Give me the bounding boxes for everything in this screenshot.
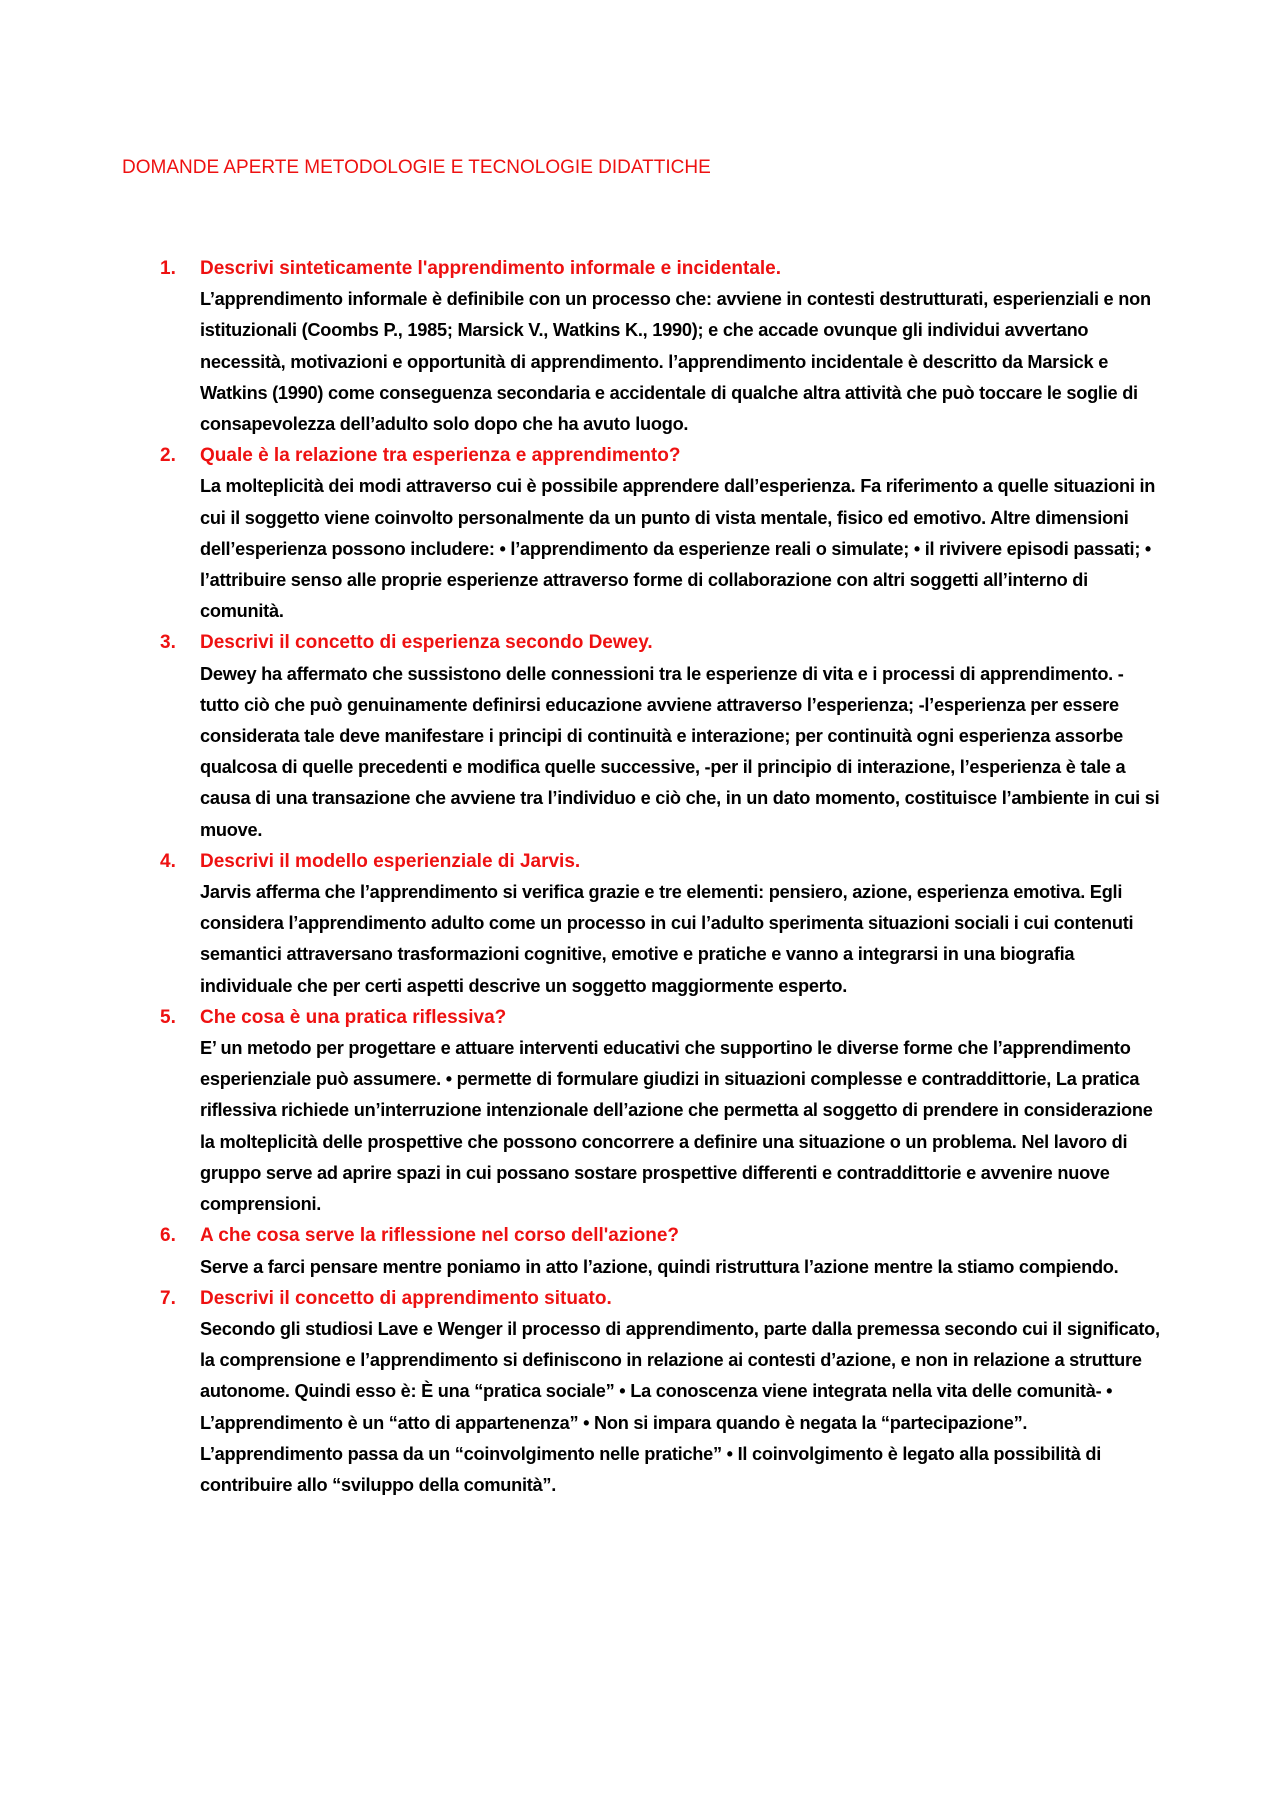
list-item bbox=[160, 1002, 1160, 1220]
question-heading: Descrivi sinteticamente l'apprendimento informale e incidentale. bbox=[200, 258, 782, 279]
list-item bbox=[160, 1283, 1160, 1501]
question-number: 4. bbox=[160, 850, 176, 872]
question-heading: Descrivi il modello esperienziale di Jarvis. bbox=[200, 850, 581, 872]
list-item bbox=[160, 846, 1160, 1002]
list-item bbox=[160, 627, 1160, 845]
question-heading: Descrivi il concetto di apprendimento situato. bbox=[200, 1287, 612, 1309]
question-number: 2. bbox=[160, 445, 176, 467]
question-heading: Che cosa è una pratica riflessiva? bbox=[200, 1006, 507, 1028]
answer-text: Dewey ha affermato che sussistono delle connessioni tra le esperienze di vita e i processi di apprendimento. -tutto ciò che può genuinamente definirsi educazione avviene attraverso l’esperienza; -l’esperienza per essere considerata tale deve manifestare i principi di continuità e interazione; per continuità ogni esperienza assorbe qualcosa di quelle precedenti e modifica quelle successive, -per il principio di interazione, l’esperienza è tale a causa di una transazione che avviene tra l’individuo e ciò che, in un dato momento, costituisce l’ambiente in cui si muove. bbox=[200, 663, 1160, 840]
question-number: 1. bbox=[160, 258, 176, 279]
document-title: DOMANDE APERTE METODOLOGIE E TECNOLOGIE DIDATTICHE bbox=[122, 157, 711, 178]
list-item bbox=[160, 253, 1160, 440]
question-heading: Descrivi il concetto di esperienza secondo Dewey. bbox=[200, 632, 653, 654]
answer-text: L’apprendimento informale è definibile con un processo che: avviene in contesti destrutturati, esperienziali e non istituzionali (Coombs P., 1985; Marsick V., Watkins K., 1990); e che accade ovunque gli individui avvertano necessità, motivazioni e opportunità di apprendimento. l’apprendimento incidentale è descritto da Marsick e Watkins (1990) come conseguenza secondaria e accidentale di qualche altra attività che può toccare le soglie di consapevolezza dell’adulto solo dopo che ha avuto luogo. bbox=[200, 289, 1151, 435]
question-number: 5. bbox=[160, 1006, 176, 1028]
answer-text: E’ un metodo per progettare e attuare interventi educativi che supportino le diverse forme che l’apprendimento esperienziale può assumere. • permette di formulare giudizi in situazioni complesse e contraddittorie, La pratica riflessiva richiede un’interruzione intenzionale dell’azione che permetta al soggetto di prendere in considerazione la molteplicità delle prospettive che possono concorrere a definire una situazione o un problema. Nel lavoro di gruppo serve ad aprire spazi in cui possano sostare prospettive differenti e contraddittorie e avvenire nuove comprensioni. bbox=[200, 1038, 1153, 1215]
list-item bbox=[160, 1220, 1160, 1282]
answer-text: Serve a farci pensare mentre poniamo in atto l’azione, quindi ristruttura l’azione mentre la stiamo compiendo. bbox=[200, 1256, 1119, 1277]
question-list bbox=[160, 253, 1160, 1501]
question-number: 7. bbox=[160, 1287, 176, 1309]
question-heading: Quale è la relazione tra esperienza e apprendimento? bbox=[200, 445, 681, 467]
answer-text: Secondo gli studiosi Lave e Wenger il processo di apprendimento, parte dalla premessa secondo cui il significato, la comprensione e l’apprendimento si definiscono in relazione ai contesti d’azione, e non in relazione a strutture autonome. Quindi esso è: È una “pratica sociale” • La conoscenza viene integrata nella vita delle comunità- • L’apprendimento è un “atto di appartenenza” • Non si impara quando è negata la “partecipazione”. L’apprendimento passa da un “coinvolgimento nelle pratiche” • Il coinvolgimento è legato alla possibilità di contribuire allo “sviluppo della comunità”. bbox=[200, 1318, 1160, 1495]
question-number: 3. bbox=[160, 632, 176, 654]
question-heading: A che cosa serve la riflessione nel corso dell'azione? bbox=[200, 1225, 680, 1247]
answer-text: Jarvis afferma che l’apprendimento si verifica grazie e tre elementi: pensiero, azione, esperienza emotiva. Egli considera l’apprendimento adulto come un processo in cui l’adulto sperimenta situazioni sociali i cui contenuti semantici attraversano trasformazioni cognitive, emotive e pratiche e vanno a integrarsi in una biografia individuale che per certi aspetti descrive un soggetto maggiormente esperto. bbox=[200, 882, 1134, 996]
list-item bbox=[160, 440, 1160, 627]
answer-text: La molteplicità dei modi attraverso cui è possibile apprendere dall’esperienza. Fa riferimento a quelle situazioni in cui il soggetto viene coinvolto personalmente da un punto di vista mentale, fisico ed emotivo. Altre dimensioni dell’esperienza possono includere: • l’apprendimento da esperienze reali o simulate; • il rivivere episodi passati; • l’attribuire senso alle proprie esperienze attraverso forme di collaborazione con altri soggetti all’interno di comunità. bbox=[200, 476, 1156, 622]
question-number: 6. bbox=[160, 1225, 176, 1247]
